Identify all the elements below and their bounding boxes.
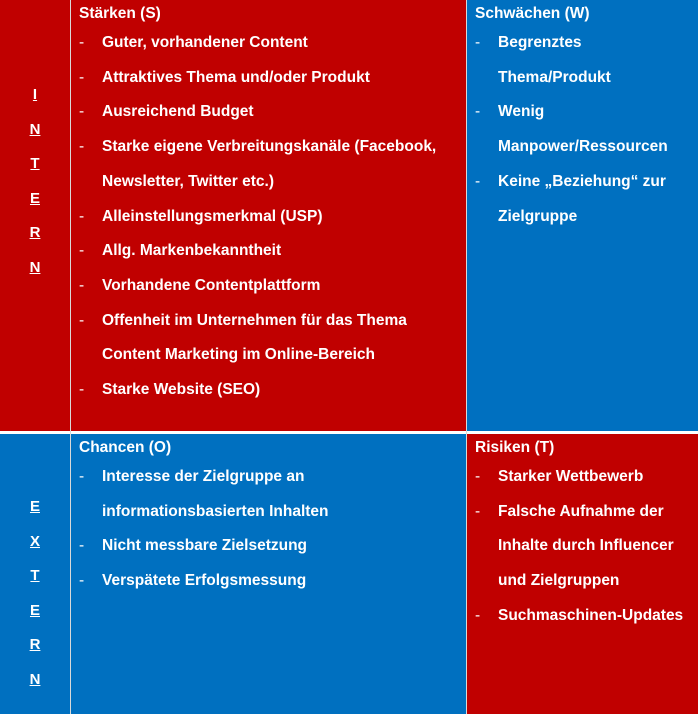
bullet-dash: - xyxy=(79,276,85,294)
opportunities-title: Chancen (O) xyxy=(79,439,172,456)
intern-letter: E xyxy=(29,189,40,207)
list-item-text: Falsche Aufnahme der Inhalte durch Influencer und Zielgruppen xyxy=(498,502,674,590)
weaknesses-quadrant xyxy=(467,0,698,431)
list-item-text: Allg. Markenbekanntheit xyxy=(102,242,282,260)
list-item xyxy=(475,165,692,234)
list-item-text: Attraktives Thema und/oder Produkt xyxy=(102,68,370,86)
intern-vertical-label xyxy=(0,78,70,285)
bullet-dash: - xyxy=(475,103,481,121)
intern-letter: I xyxy=(32,86,38,103)
list-item xyxy=(475,495,692,599)
extern-letter: N xyxy=(29,670,41,688)
threats-title: Risiken (T) xyxy=(475,439,555,456)
list-item xyxy=(79,269,460,304)
extern-letter: R xyxy=(29,636,41,653)
list-item-text: Ausreichend Budget xyxy=(102,103,254,121)
list-item-text: Begrenztes Thema/Produkt xyxy=(498,34,611,86)
extern-vertical-label xyxy=(0,490,70,697)
bullet-dash: - xyxy=(475,34,481,51)
threats-quadrant xyxy=(467,434,698,714)
bullet-dash: - xyxy=(475,606,481,624)
list-item xyxy=(79,200,460,235)
list-item-text: Alleinstellungsmerkmal (USP) xyxy=(102,207,323,225)
extern-letter: X xyxy=(29,532,40,550)
extern-letter: E xyxy=(29,498,40,515)
list-item xyxy=(79,95,460,130)
list-item-text: Verspätete Erfolgsmessung xyxy=(102,572,307,590)
bullet-dash: - xyxy=(475,468,481,485)
list-item xyxy=(79,304,460,373)
list-item xyxy=(79,26,460,61)
list-item-text: Starker Wettbewerb xyxy=(498,468,644,485)
list-item-text: Starke eigene Verbreitungskanäle (Facebook, Newsletter, Twitter etc.) xyxy=(102,138,437,190)
list-item-text: Keine „Beziehung“ zur Zielgruppe xyxy=(498,172,666,225)
bullet-dash: - xyxy=(475,172,481,190)
bullet-dash: - xyxy=(79,103,85,121)
list-item-text: Vorhandene Contentplattform xyxy=(102,276,321,294)
threats-list xyxy=(475,460,692,634)
bullet-dash: - xyxy=(79,207,85,225)
list-item xyxy=(475,460,692,495)
bullet-dash: - xyxy=(79,138,85,156)
bullet-dash: - xyxy=(79,572,85,590)
list-item xyxy=(79,373,460,408)
list-item xyxy=(475,26,692,95)
extern-letter: E xyxy=(29,601,40,619)
list-item-text: Wenig Manpower/Ressourcen xyxy=(498,103,668,156)
list-item xyxy=(79,61,460,96)
list-item-text: Starke Website (SEO) xyxy=(102,381,261,399)
list-item xyxy=(79,460,460,529)
extern-letter: T xyxy=(30,567,40,584)
strengths-list xyxy=(79,26,460,408)
vertical-divider xyxy=(466,0,467,714)
opportunities-quadrant xyxy=(71,434,466,714)
extern-label-cell xyxy=(0,434,70,714)
bullet-dash: - xyxy=(475,502,481,520)
list-item-text: Interesse der Zielgruppe an informationsbasierten Inhalten xyxy=(102,468,329,520)
list-item xyxy=(79,529,460,564)
bullet-dash: - xyxy=(79,468,85,485)
intern-label-cell xyxy=(0,0,70,431)
list-item xyxy=(475,95,692,164)
intern-letter: T xyxy=(30,155,40,172)
list-item xyxy=(79,564,460,599)
list-item xyxy=(79,130,460,199)
intern-letter: N xyxy=(29,258,41,276)
weaknesses-title: Schwächen (W) xyxy=(475,5,590,22)
bullet-dash: - xyxy=(79,34,85,51)
bullet-dash: - xyxy=(79,242,85,260)
strengths-title: Stärken (S) xyxy=(79,5,161,22)
bullet-dash: - xyxy=(79,68,85,86)
bullet-dash: - xyxy=(79,311,85,329)
strengths-quadrant xyxy=(71,0,466,431)
bullet-dash: - xyxy=(79,537,85,555)
list-item-text: Guter, vorhandener Content xyxy=(102,34,308,51)
opportunities-list xyxy=(79,460,460,599)
list-item-text: Suchmaschinen-Updates xyxy=(498,606,684,624)
list-item xyxy=(475,599,692,634)
list-item-text: Nicht messbare Zielsetzung xyxy=(102,537,308,555)
intern-letter: N xyxy=(29,120,41,138)
horizontal-divider xyxy=(0,431,698,434)
list-item xyxy=(79,234,460,269)
vertical-divider xyxy=(70,0,71,714)
intern-letter: R xyxy=(29,224,41,241)
bullet-dash: - xyxy=(79,381,85,399)
list-item-text: Offenheit im Unternehmen für das Thema Content Marketing im Online-Bereich xyxy=(102,311,407,364)
weaknesses-list xyxy=(475,26,692,234)
